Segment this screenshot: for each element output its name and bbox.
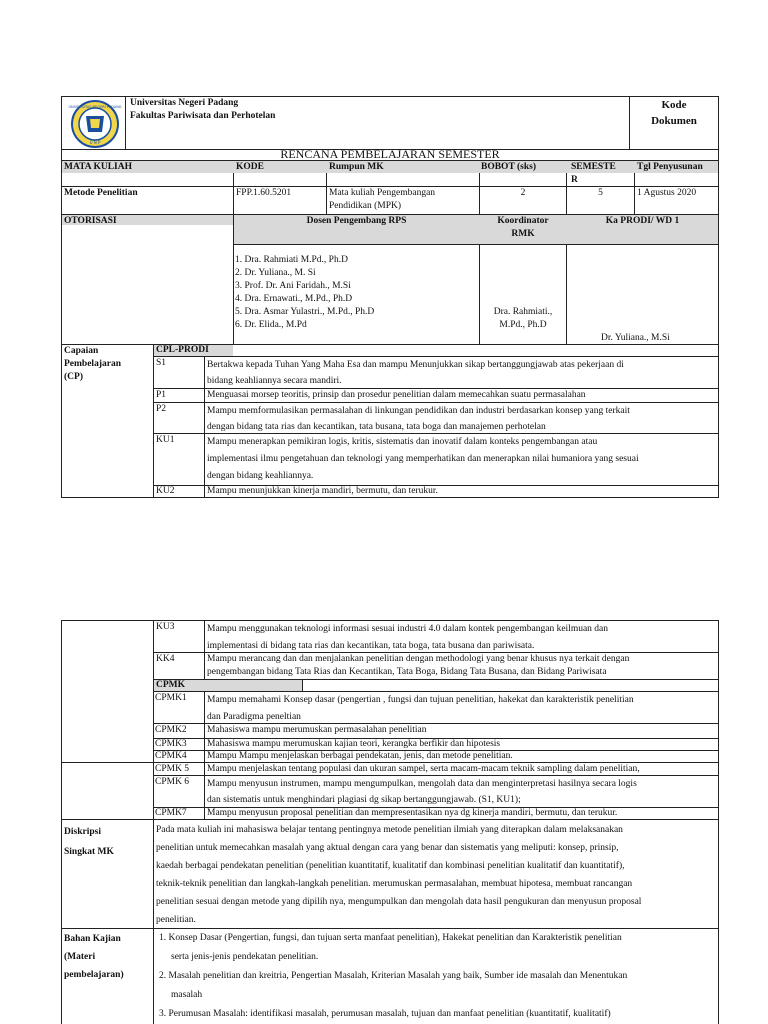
cp-desc: Mampu merancang dan dan menjalankan penelitian dengan methodologi yang benar khusus nya terkait dengan pengembangan bidang Tata Rias dan Kecantikan, Tata Boga, Bidang Tata Busana, dan Bidang Pariwisata xyxy=(207,654,630,677)
dosen-list xyxy=(235,254,374,332)
cp-desc: Mampu memformulasikan permasalahan di linkungan pendidikan dan industri berdasarkan konsep yang terkait dengan bidang tata rias dan kecantikan, tata busana, tata boga dan manajemen perhotelan xyxy=(207,406,630,432)
cp-code: P1 xyxy=(156,390,167,400)
col-tgl: Tgl Penyusunan xyxy=(637,162,703,172)
course-semester: 5 xyxy=(598,188,603,198)
dosen-item: 5. Dra. Asmar Yulastri., M.Pd., Ph.D xyxy=(235,307,375,317)
cp-desc: Mampu menerapkan pemikiran logis, kritis, sistematis dan inovatif dalam konteks pengembangan atau implementasi ilmu pengetahuan dan teknologi yang memperhatikan dan menerapkan nilai humaniora yang sesuai dengan bidang keahliannya. xyxy=(207,437,639,481)
cp-desc: Bertakwa kepada Tuhan Yang Maha Esa dan mampu Menunjukkan sikap bertanggungjawab atas pekerjaan di bidang keahliannya secara mandiri. xyxy=(207,360,624,386)
course-name: Metode Penelitian xyxy=(64,188,138,198)
dosen-item: 4. Dra. Ernawati., M.Pd., Ph.D xyxy=(235,294,353,304)
deskripsi-label: Diskripsi Singkat MK xyxy=(64,827,114,857)
otorisasi-label: OTORISASI xyxy=(64,216,117,226)
course-rumpun: Mata kuliah Pengembangan Pendidikan (MPK) xyxy=(329,188,436,211)
bahan-kajian-label: Bahan Kajian (Materi pembelajaran) xyxy=(64,934,124,980)
doc-code-label: Kode Dokumen xyxy=(651,99,697,127)
bahan-kajian-text: 1. Konsep Dasar (Pengertian, fungsi, dan tujuan serta manfaat penelitian), Hakekat penelitian dan Karakteristik penelitian serta jenis-jenis pendekatan penelitian. 2. Masalah penelitian dan kreitria, Pengertian Masalah, Kriterian Masalah yang baik, Sumber ide masalah dan Menentukan masalah 3. Perumusan Masalah: identifikasi masalah, perumusan masalah, tujuan dan manfaat penelitian (kuantitatif, kualitatif) xyxy=(159,933,628,1019)
cpmk-code: CPMK2 xyxy=(155,725,187,735)
cpmk-desc: Mampu memahami Konsep dasar (pengertian , fungsi dan tujuan penelitian, hakekat dan karakteristik penelitian dan Paradigma peneltian xyxy=(207,695,634,722)
col-bobot: BOBOT (sks) xyxy=(481,162,536,172)
deskripsi-text: Pada mata kuliah ini mahasiswa belajar tentang pentingnya metode penelitian ilmiah yang diterapkan dalam melaksanakan penelitian untuk memecahkan masalah yang aktual dengan cara yang benar dan sistematis yang meliputi: konsep, prinsip, kaedah berbagai pendekatan penelitian (penelitian kuantitatif, kualitatif dan kombinasi penelitian kualitatif dan kuantitatif), teknik-teknik penelitian dan langkah-langkah penelitian. merumuskan permasalahan, membuat hipotesa, membuat rancangan penelitian sesuai dengan metode yang dipilih nya, mengumpulkan dan mengolah data hasil pengukuran dan menyusun proposal penelitian. xyxy=(156,825,642,925)
col-rumpun: Rumpun MK xyxy=(329,162,384,172)
course-date: 1 Agustus 2020 xyxy=(637,188,697,198)
cp-code: KU3 xyxy=(156,622,175,632)
koordinator-header: Koordinator RMK xyxy=(497,216,549,239)
cp-desc: Mampu menunjukkan kinerja mandiri, bermutu, dan terukur. xyxy=(207,486,438,496)
dosen-item: 3. Prof. Dr. Ani Faridah., M.Si xyxy=(235,281,351,291)
cpmk-code: CPMK7 xyxy=(155,808,187,818)
cp-code: KK4 xyxy=(156,654,175,664)
dosen-item: 1. Dra. Rahmiati M.Pd., Ph.D xyxy=(235,255,348,265)
cp-label: Capaian Pembelajaran (CP) xyxy=(64,346,121,382)
cpmk-desc: Mahasiswa mampu merumuskan permasalahan penelitian xyxy=(207,725,427,735)
cp-code: P2 xyxy=(156,404,167,414)
university-logo xyxy=(66,100,124,148)
col-mata-kuliah: MATA KULIAH xyxy=(64,162,132,172)
cpmk-label: CPMK xyxy=(156,680,186,690)
cpmk-desc: Mampu Mampu menjelaskan berbagai pendekatan, jenis, dan metode penelitian. xyxy=(207,751,513,761)
kaprodi-name: Dr. Yuliana., M.Si xyxy=(601,333,670,343)
university-name: Universitas Negeri Padang xyxy=(130,98,239,108)
cpmk-code: CPMK 5 xyxy=(155,764,190,774)
cpmk-code: CPMK 6 xyxy=(155,777,190,787)
cp-code: KU1 xyxy=(156,435,175,445)
cp-desc: Mampu menggunakan teknologi informasi sesuai industri 4.0 dalam kontek pengembangan keilmuan dan implementasi di bidang tata rias dan kecantikan, tata boga, tata busana dan pariwisata. xyxy=(207,624,609,651)
cpmk-code: CPMK3 xyxy=(155,739,187,749)
svg-text:UNIVERSITAS NEGERI PADANG: UNIVERSITAS NEGERI PADANG xyxy=(68,105,122,109)
svg-text:U N P: U N P xyxy=(89,140,101,145)
col-kode: KODE xyxy=(236,162,264,172)
kaprodi-header: Ka PRODI/ WD 1 xyxy=(605,216,680,226)
page-title: RENCANA PEMBELAJARAN SEMESTER xyxy=(280,147,500,161)
cpmk-desc: Mampu menjelaskan tentang populasi dan ukuran sampel, serta macam-macam teknik sampling dalam penelitian, xyxy=(207,764,640,774)
cpmk-desc: Mampu menyusun instrumen, mampu mengumpulkan, mengolah data dan menginterpretasi hasilnya secara logis dan sistematis untuk menghindari plagiasi dg sikap bertanggungjawab. (S1, KU1); xyxy=(207,779,637,805)
dosen-item: 2. Dr. Yuliana., M. Si xyxy=(235,268,316,278)
cpmk-code: CPMK1 xyxy=(155,693,187,703)
cpmk-code: CPMK4 xyxy=(155,751,187,761)
cp-code: S1 xyxy=(156,358,167,368)
cp-code: KU2 xyxy=(156,486,175,496)
cpmk-desc: Mahasiswa mampu merumuskan kajian teori, kerangka berfikir dan hipotesis xyxy=(207,739,501,749)
col-semester: SEMESTE R xyxy=(571,162,616,185)
koordinator-name: Dra. Rahmiati., M.Pd., Ph.D xyxy=(493,307,553,330)
course-bobot: 2 xyxy=(520,188,526,198)
faculty-name: Fakultas Pariwisata dan Perhotelan xyxy=(130,111,276,121)
cp-desc: Menguasai morsep teoritis, prinsip dan prosedur penelitian dalam memecahkan suatu permasalahan xyxy=(207,390,586,400)
course-code: FPP.1.60.5201 xyxy=(236,188,292,198)
dosen-item: 6. Dr. Elida., M.Pd xyxy=(235,320,307,330)
dosen-header: Dosen Pengembang RPS xyxy=(306,216,407,226)
cpmk-desc: Mampu menyusun proposal penelitian dan mempresentasikan nya dg kinerja mandiri, bermutu, dan terukur. xyxy=(207,808,618,818)
cpl-prodi-label: CPL-PRODI xyxy=(156,345,209,355)
